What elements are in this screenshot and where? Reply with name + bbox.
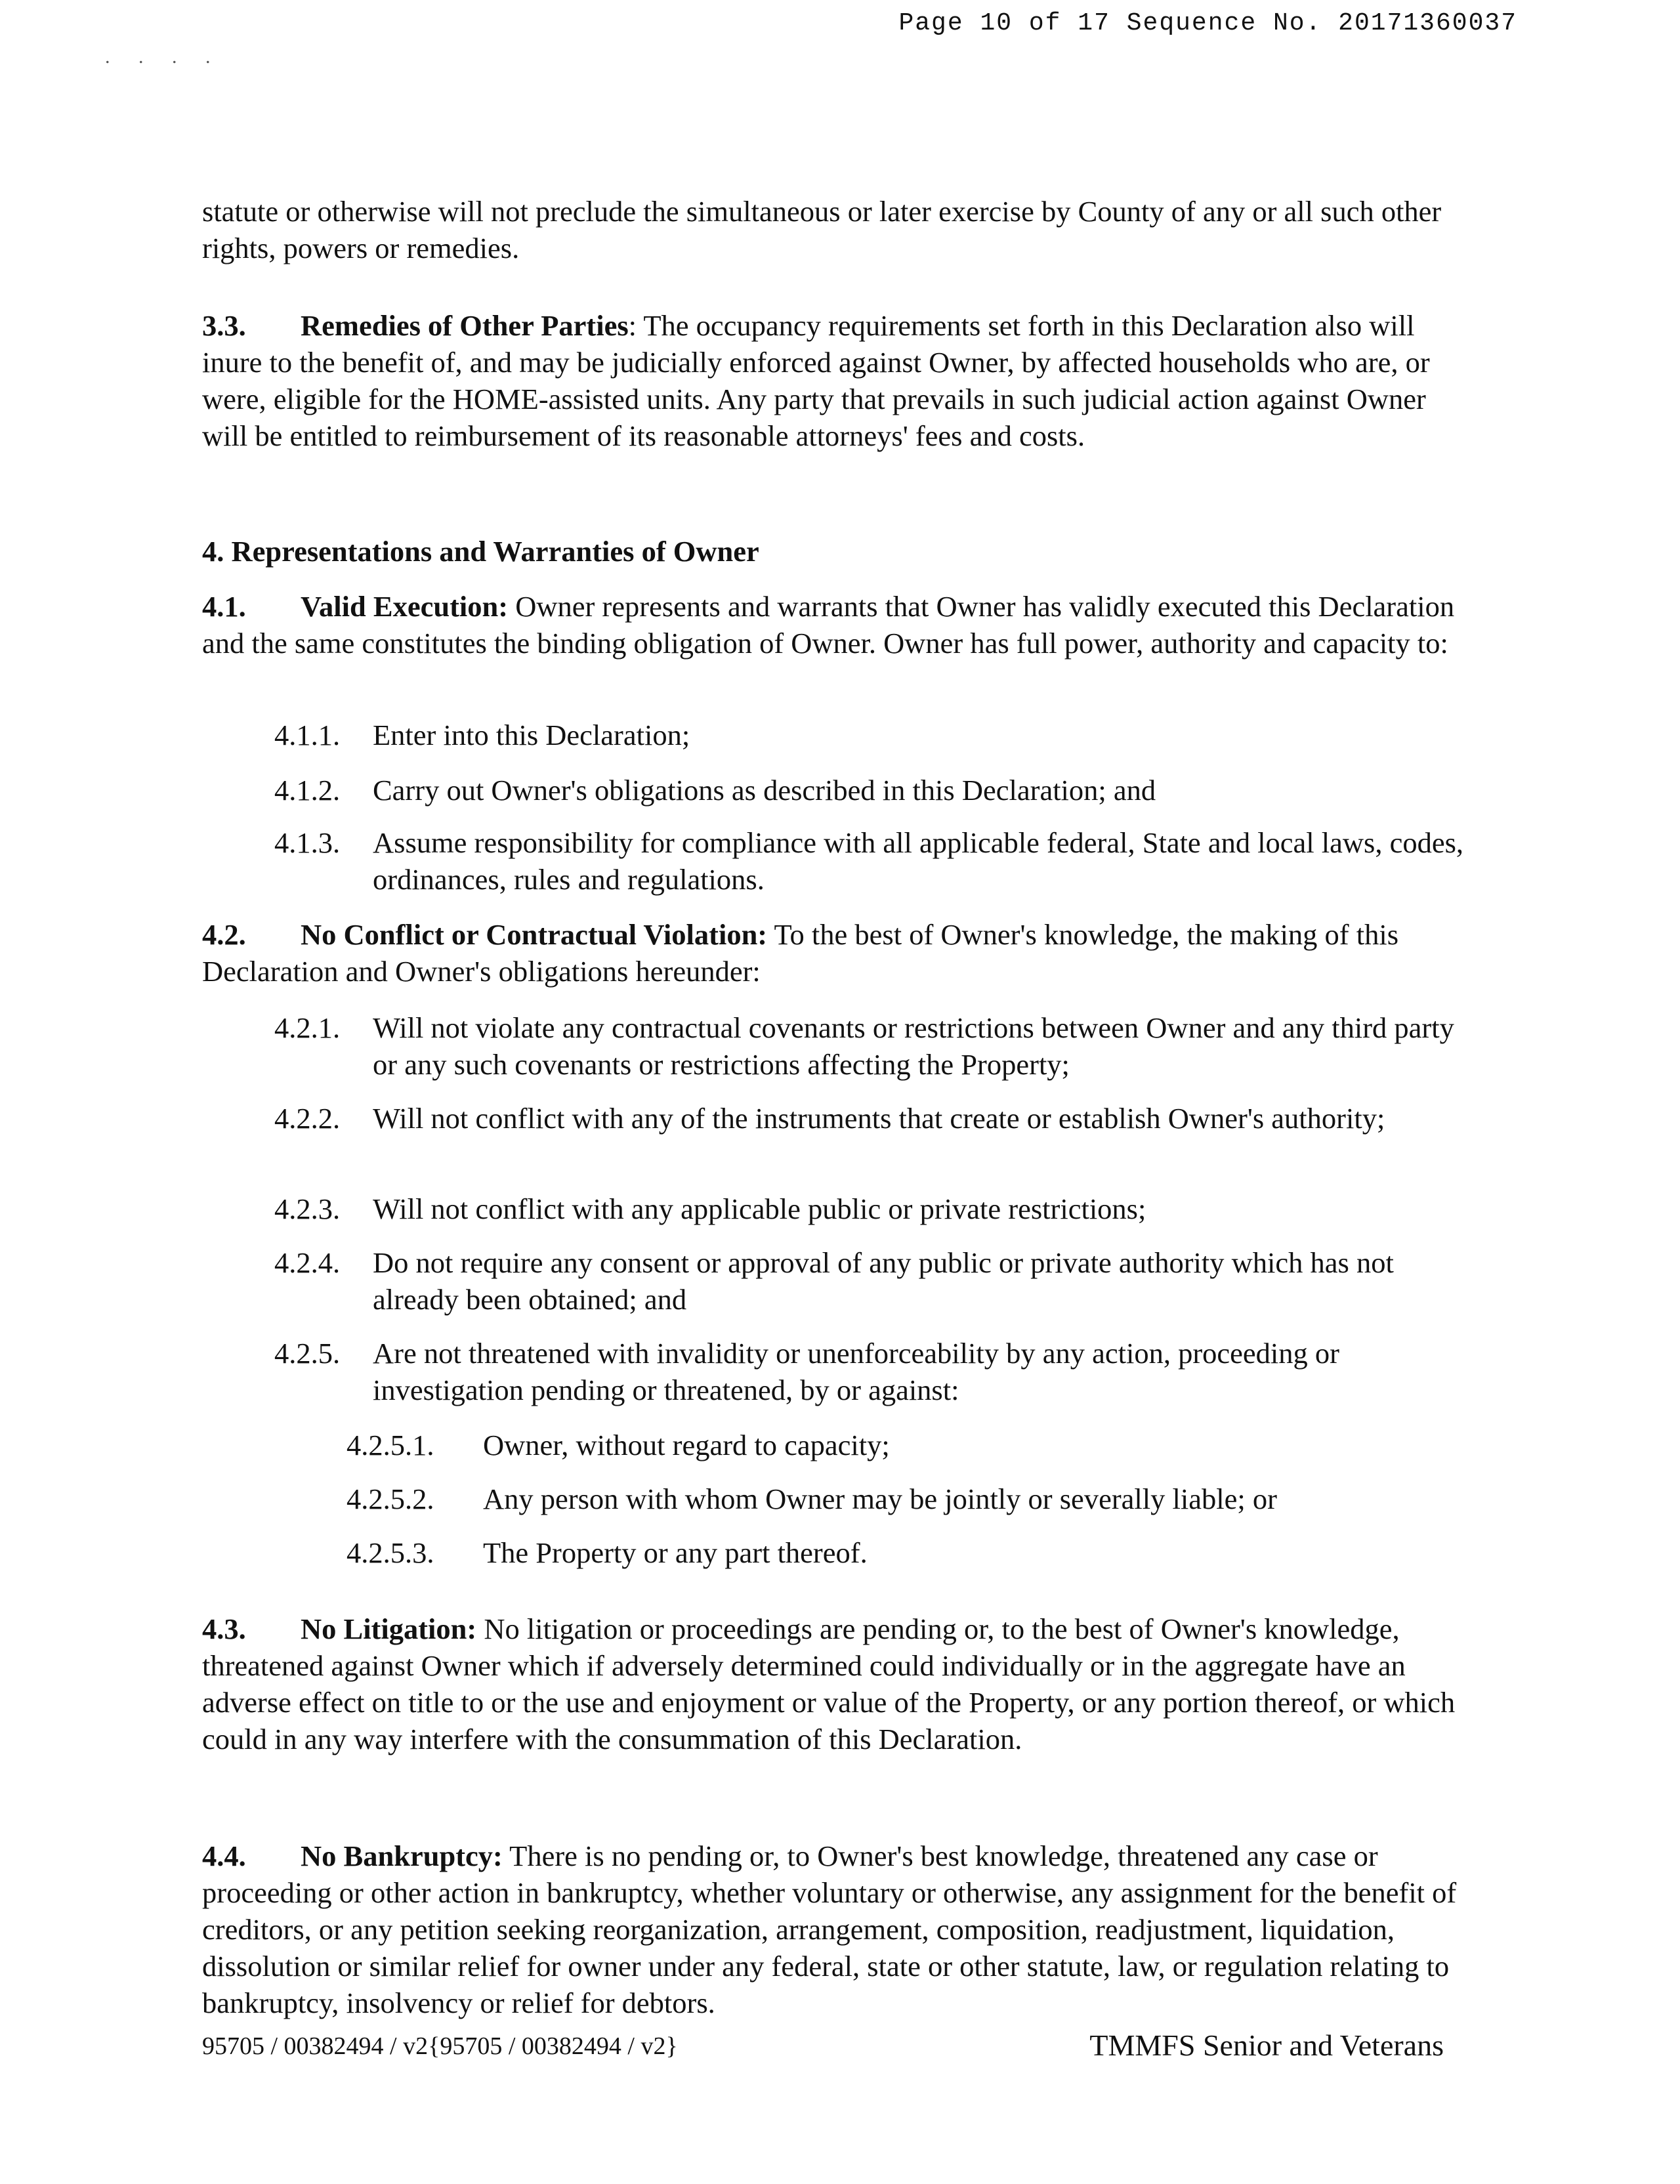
footer-project-name: TMMFS Senior and Veterans — [1089, 2028, 1444, 2062]
item-number: 4.2.5. — [274, 1337, 341, 1370]
item-number: 4.1.3. — [274, 826, 341, 859]
section-text: : The occupancy requirements set forth in this Declaration also will inure to the benefit of, and may be judicially enforced against Owner, by affected households who are, or were, eligible for the HOME-assisted units. Any party that prevails in such judicial action against Owner will be entitled to reimbursement of its reasonable attorneys' fees and costs. — [202, 309, 1430, 452]
item-text: Do not require any consent or approval of any public or private authority which has not already been obtained; and — [373, 1246, 1394, 1316]
section-text: Owner represents and warrants that Owner has validly executed this Declaration and the same constitutes the binding obligation of Owner. Owner has full power, authority and capacity to: — [202, 590, 1455, 660]
item-number: 4.2.5.2. — [346, 1482, 434, 1515]
item-text: Owner, without regard to capacity; — [483, 1429, 890, 1461]
item-text: Will not violate any contractual covenants or restrictions between Owner and any third party or any such covenants or restrictions affecting the Property; — [373, 1011, 1454, 1081]
item-text: Assume responsibility for compliance with all applicable federal, State and local laws, codes, ordinances, rules and regulations. — [373, 826, 1464, 896]
section-number: 3.3. — [202, 309, 246, 342]
scan-specks: . . . . — [105, 46, 222, 68]
page-sequence-stamp: Page 10 of 17 Sequence No. 20171360037 — [898, 9, 1517, 37]
section-text: There is no pending or, to Owner's best knowledge, threatened any case or proceeding or other action in bankruptcy, whether voluntary or otherwise, any assignment for the benefit of creditors, or any petition seeking reorganization, arrangement, composition, readjustment, liquidation, dissolution or similar relief for owner under any federal, state or other statute, law, or regulation relating to bankruptcy, insolvency or relief for debtors. — [202, 1839, 1457, 2019]
section-4-2 — [202, 916, 1469, 990]
item-text: The Property or any part thereof. — [483, 1536, 868, 1569]
item-number: 4.2.5.3. — [346, 1536, 434, 1569]
section-title: No Conflict or Contractual Violation: — [301, 918, 768, 951]
continuation-text: statute or otherwise will not preclude the simultaneous or later exercise by County of any or all such other rights, powers or remedies. — [202, 195, 1442, 264]
item-number: 4.2.1. — [274, 1011, 341, 1044]
section-4-3 — [202, 1610, 1469, 1757]
item-number: 4.2.5.1. — [346, 1429, 434, 1461]
section-title: No Litigation: — [301, 1612, 477, 1645]
section-text: No litigation or proceedings are pending or, to the best of Owner's knowledge, threatened against Owner which if adversely determined could individually or in the aggregate have an adverse effect on title to or the use and enjoyment or value of the Property, or any portion thereof, or which could in any way interfere with the consummation of this Declaration. — [202, 1612, 1456, 1755]
section-text: To the best of Owner's knowledge, the making of this Declaration and Owner's obligations hereunder: — [202, 918, 1399, 988]
section-number: 4.1. — [202, 590, 246, 623]
item-text: Enter into this Declaration; — [373, 719, 690, 751]
item-number: 4.1.2. — [274, 774, 341, 807]
item-number: 4.2.3. — [274, 1192, 341, 1225]
section-number: 4.3. — [202, 1612, 246, 1645]
section-title: Remedies of Other Parties — [301, 309, 629, 342]
heading-text: 4. Representations and Warranties of Owner — [202, 535, 759, 568]
item-text: Carry out Owner's obligations as described in this Declaration; and — [373, 774, 1156, 807]
item-number: 4.1.1. — [274, 719, 341, 751]
continuation-paragraph — [202, 193, 1469, 266]
section-4-1 — [202, 588, 1469, 662]
item-text: Will not conflict with any of the instruments that create or establish Owner's authority; — [373, 1102, 1385, 1135]
item-number: 4.2.4. — [274, 1246, 341, 1279]
section-title: No Bankruptcy: — [301, 1839, 503, 1872]
section-3-3 — [202, 307, 1469, 454]
item-text: Any person with whom Owner may be jointly or severally liable; or — [483, 1482, 1277, 1515]
section-title: Valid Execution: — [301, 590, 509, 623]
item-text: Are not threatened with invalidity or unenforceability by any action, proceeding or investigation pending or threatened, by or against: — [373, 1337, 1339, 1406]
section-number: 4.2. — [202, 918, 246, 951]
item-number: 4.2.2. — [274, 1102, 341, 1135]
section-number: 4.4. — [202, 1839, 246, 1872]
footer-doc-id: 95705 / 00382494 / v2{95705 / 00382494 / v2} — [202, 2032, 678, 2060]
section-4-4 — [202, 1838, 1469, 2021]
item-text: Will not conflict with any applicable public or private restrictions; — [373, 1192, 1146, 1225]
section-4-heading — [202, 533, 1469, 570]
